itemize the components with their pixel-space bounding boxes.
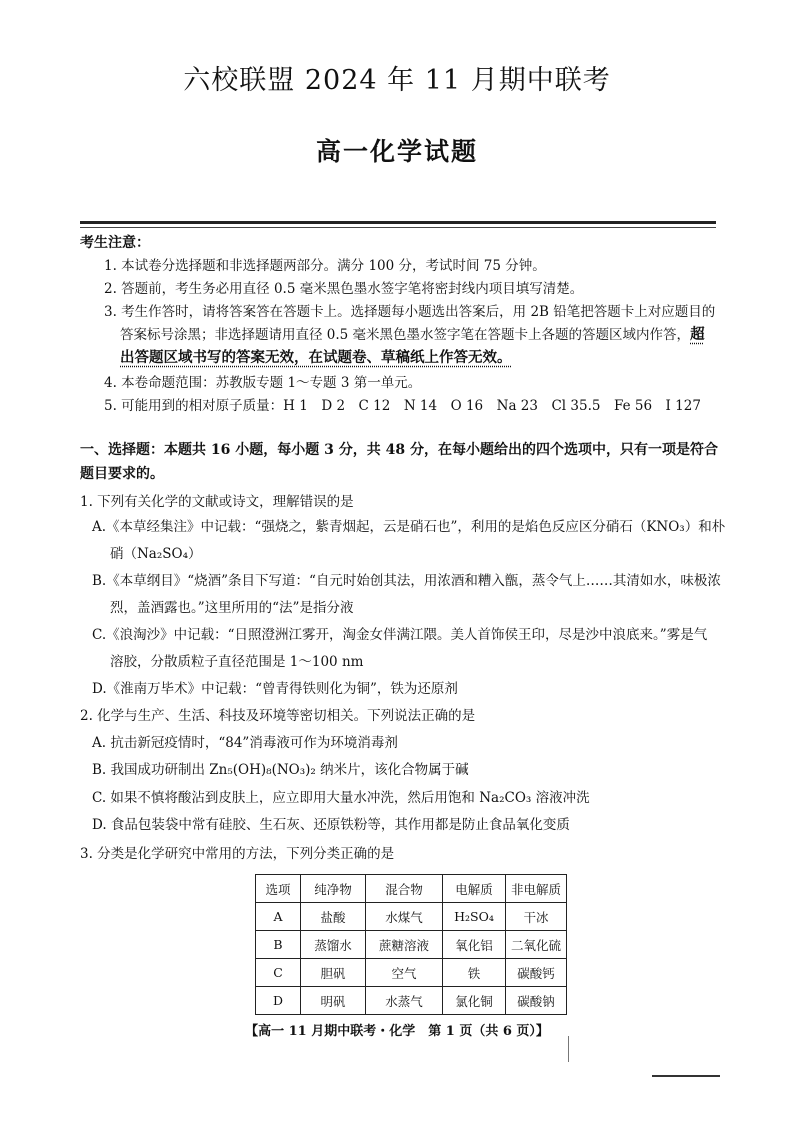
table-cell: 干冰 bbox=[506, 903, 567, 931]
table-row bbox=[256, 931, 567, 959]
table-header-cell: 电解质 bbox=[443, 875, 506, 903]
notice-item-2: 2. 答题前，考生务必用直径 0.5 毫米黑色墨水签字笔将密封线内项目填写清楚。 bbox=[104, 281, 584, 297]
exam-title: 六校联盟 2024 年 11 月期中联考 bbox=[183, 65, 611, 96]
scan-mark-vertical bbox=[568, 1036, 569, 1062]
table-cell: 空气 bbox=[366, 959, 443, 987]
q1-option-d: D.《淮南万毕术》中记载：“曾青得铁则化为铜”，铁为还原剂 bbox=[92, 681, 458, 697]
table-cell: B bbox=[256, 931, 301, 959]
notice-item-3-line-2 bbox=[120, 326, 705, 344]
scan-mark-horizontal bbox=[652, 1075, 720, 1077]
q2-option-b: B. 我国成功研制出 Zn₅(OH)₈(NO₃)₂ 纳米片，该化合物属于碱 bbox=[92, 762, 469, 778]
table-header-cell: 纯净物 bbox=[301, 875, 366, 903]
table-row bbox=[256, 903, 567, 931]
table-cell: 胆矾 bbox=[301, 959, 366, 987]
table-cell: 铁 bbox=[443, 959, 506, 987]
table-cell: C bbox=[256, 959, 301, 987]
page-footer: 【高一 11 月期中联考・化学 第 1 页（共 6 页）】 bbox=[245, 1024, 549, 1039]
table-cell: 明矾 bbox=[301, 987, 366, 1015]
q2-stem: 2. 化学与生产、生活、科技及环境等密切相关。下列说法正确的是 bbox=[80, 708, 476, 724]
notice-item-5: 5. 可能用到的相对原子质量：H 1 D 2 C 12 N 14 O 16 Na 23 Cl 35.5 Fe 56 I 127 bbox=[104, 398, 701, 414]
table-cell: H₂SO₄ bbox=[443, 903, 506, 931]
table-cell: 蒸馏水 bbox=[301, 931, 366, 959]
q1-stem: 1. 下列有关化学的文献或诗文，理解错误的是 bbox=[80, 494, 354, 510]
q1-option-b-line-2: 烈，盖酒露也。”这里所用的“法”是指分液 bbox=[110, 600, 354, 616]
q1-option-a-line-2: 硝（Na₂SO₄） bbox=[110, 546, 202, 562]
notice-item-3-emphasis-start: 超 bbox=[690, 326, 705, 343]
q1-option-c-line-2: 溶胶，分散质粒子直径范围是 1～100 nm bbox=[110, 654, 364, 670]
q1-option-b-line-1: B.《本草纲目》“烧酒”条目下写道：“自元时始创其法，用浓酒和糟入甑，蒸令气上……其清如水，味极浓 bbox=[92, 573, 721, 589]
table-cell: 水煤气 bbox=[366, 903, 443, 931]
notice-item-3-plain: 答案标号涂黑；非选择题请用直径 0.5 毫米黑色墨水签字笔在答题卡上各题的答题区域内作答， bbox=[120, 327, 691, 343]
table-header-row bbox=[256, 875, 567, 903]
header-rule-thick bbox=[80, 221, 716, 224]
notice-heading: 考生注意： bbox=[80, 235, 150, 251]
table-cell: 氯化铜 bbox=[443, 987, 506, 1015]
header-rule-thin bbox=[80, 227, 716, 228]
notice-item-4: 4. 本卷命题范围：苏教版专题 1～专题 3 第一单元。 bbox=[104, 375, 422, 391]
table-row bbox=[256, 987, 567, 1015]
q1-option-c-line-1: C.《浪淘沙》中记载：“日照澄洲江雾开，淘金女伴满江隈。美人首饰侯王印，尽是沙中浪底来。”雾是气 bbox=[92, 627, 708, 643]
table-cell: D bbox=[256, 987, 301, 1015]
table-header-cell: 选项 bbox=[256, 875, 301, 903]
table-cell: 氧化铝 bbox=[443, 931, 506, 959]
table-cell: 水蒸气 bbox=[366, 987, 443, 1015]
table-cell: A bbox=[256, 903, 301, 931]
table-cell: 碳酸钙 bbox=[506, 959, 567, 987]
q3-classification-table bbox=[255, 874, 567, 1015]
q3-stem: 3. 分类是化学研究中常用的方法，下列分类正确的是 bbox=[80, 846, 395, 862]
q1-option-a-line-1: A.《本草经集注》中记载：“强烧之，紫青烟起，云是硝石也”，利用的是焰色反应区分硝石（KNO₃）和朴 bbox=[92, 519, 726, 535]
section-1-heading: 一、选择题：本题共 16 小题，每小题 3 分，共 48 分，在每小题给出的四个选项中，只有一项是符合题目要求的。 bbox=[80, 442, 718, 482]
table-cell: 蔗糖溶液 bbox=[366, 931, 443, 959]
notice-item-1: 1. 本试卷分选择题和非选择题两部分。满分 100 分，考试时间 75 分钟。 bbox=[104, 258, 546, 274]
q2-option-c: C. 如果不慎将酸沾到皮肤上，应立即用大量水冲洗，然后用饱和 Na₂CO₃ 溶液冲洗 bbox=[92, 790, 590, 806]
table-cell: 二氧化硫 bbox=[506, 931, 567, 959]
notice-item-3-line-1: 3. 考生作答时，请将答案答在答题卡上。选择题每小题选出答案后，用 2B 铅笔把答题卡上对应题目的 bbox=[104, 304, 716, 320]
notice-item-3-emphasis: 出答题区域书写的答案无效，在试题卷、草稿纸上作答无效。 bbox=[120, 349, 512, 366]
q2-option-a: A. 抗击新冠疫情时，“84”消毒液可作为环境消毒剂 bbox=[92, 735, 398, 751]
q2-option-d: D. 食品包装袋中常有硅胶、生石灰、还原铁粉等，其作用都是防止食品氧化变质 bbox=[92, 817, 570, 833]
table-cell: 盐酸 bbox=[301, 903, 366, 931]
table-cell: 碳酸钠 bbox=[506, 987, 567, 1015]
table-header-cell: 非电解质 bbox=[506, 875, 567, 903]
table-header-cell: 混合物 bbox=[366, 875, 443, 903]
exam-subtitle: 高一化学试题 bbox=[315, 137, 478, 166]
table-row bbox=[256, 959, 567, 987]
